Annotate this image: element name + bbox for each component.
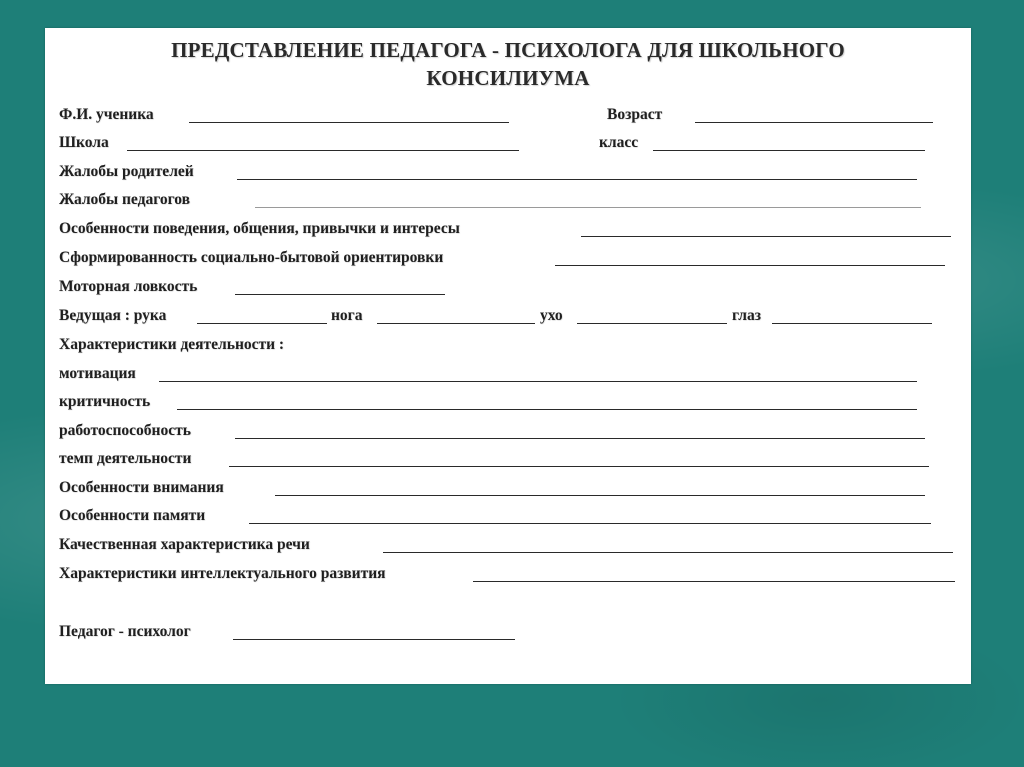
school-label: Школа: [59, 134, 109, 151]
behavior-label: Особенности поведения, общения, привычки и интересы: [59, 220, 460, 237]
teacher-complaints-line[interactable]: [255, 207, 921, 208]
ear-line[interactable]: [577, 323, 727, 324]
hand-label: Ведущая : рука: [59, 307, 167, 324]
age-label: Возраст: [607, 106, 663, 123]
motivation-line[interactable]: [159, 381, 917, 382]
leg-label: нога: [331, 307, 363, 324]
grade-label: класс: [599, 134, 639, 151]
workability-line[interactable]: [235, 438, 925, 439]
ear-label: ухо: [540, 307, 563, 324]
speech-line[interactable]: [383, 552, 953, 553]
memory-label: Особенности памяти: [59, 507, 206, 524]
motor-skills-label: Моторная ловкость: [59, 278, 198, 295]
parent-complaints-line[interactable]: [237, 179, 917, 180]
row-memory: [59, 507, 959, 529]
row-social-orientation: [59, 249, 959, 271]
tempo-label: темп деятельности: [59, 450, 192, 467]
grade-line[interactable]: [653, 150, 925, 151]
row-workability: [59, 422, 959, 444]
memory-line[interactable]: [249, 523, 931, 524]
row-activity-header: [59, 336, 959, 358]
row-teacher-complaints: [59, 191, 959, 213]
eye-label: глаз: [732, 307, 761, 324]
student-name-line[interactable]: [189, 122, 509, 123]
criticality-label: критичность: [59, 393, 151, 410]
intellect-line[interactable]: [473, 581, 955, 582]
attention-line[interactable]: [275, 495, 925, 496]
motor-skills-line[interactable]: [235, 294, 445, 295]
social-orientation-label: Сформированность социально-бытовой ориентировки: [59, 249, 444, 266]
student-name-label: Ф.И. ученика: [59, 106, 154, 123]
school-line[interactable]: [127, 150, 519, 151]
activity-header-label: Характеристики деятельности :: [59, 336, 285, 353]
row-intellect: [59, 565, 959, 587]
row-attention: [59, 479, 959, 501]
attention-label: Особенности внимания: [59, 479, 224, 496]
row-leading: [59, 307, 959, 329]
workability-label: работоспособность: [59, 422, 191, 439]
row-student-name: [59, 106, 959, 128]
row-speech: [59, 536, 959, 558]
teacher-complaints-label: Жалобы педагогов: [59, 191, 190, 208]
age-line[interactable]: [695, 122, 933, 123]
row-behavior: [59, 220, 959, 242]
form-title: [45, 36, 971, 92]
intellect-label: Характеристики интеллектуального развития: [59, 565, 386, 582]
behavior-line[interactable]: [581, 236, 951, 237]
psychologist-label: Педагог - психолог: [59, 623, 191, 640]
leg-line[interactable]: [377, 323, 535, 324]
criticality-line[interactable]: [177, 409, 917, 410]
row-parent-complaints: [59, 163, 959, 185]
eye-line[interactable]: [772, 323, 932, 324]
row-motor-skills: [59, 278, 959, 300]
row-motivation: [59, 365, 959, 387]
row-criticality: [59, 393, 959, 415]
form-sheet: [45, 28, 971, 684]
social-orientation-line[interactable]: [555, 265, 945, 266]
row-tempo: [59, 450, 959, 472]
tempo-line[interactable]: [229, 466, 929, 467]
row-school: [59, 134, 959, 156]
title-line-1: ПРЕДСТАВЛЕНИЕ ПЕДАГОГА - ПСИХОЛОГА ДЛЯ ШКОЛЬНОГО: [171, 38, 845, 62]
speech-label: Качественная характеристика речи: [59, 536, 310, 553]
parent-complaints-label: Жалобы родителей: [59, 163, 194, 180]
psychologist-line[interactable]: [233, 639, 515, 640]
row-psychologist: [59, 623, 959, 645]
title-line-2: КОНСИЛИУМА: [426, 66, 590, 90]
hand-line[interactable]: [197, 323, 327, 324]
motivation-label: мотивация: [59, 365, 136, 382]
